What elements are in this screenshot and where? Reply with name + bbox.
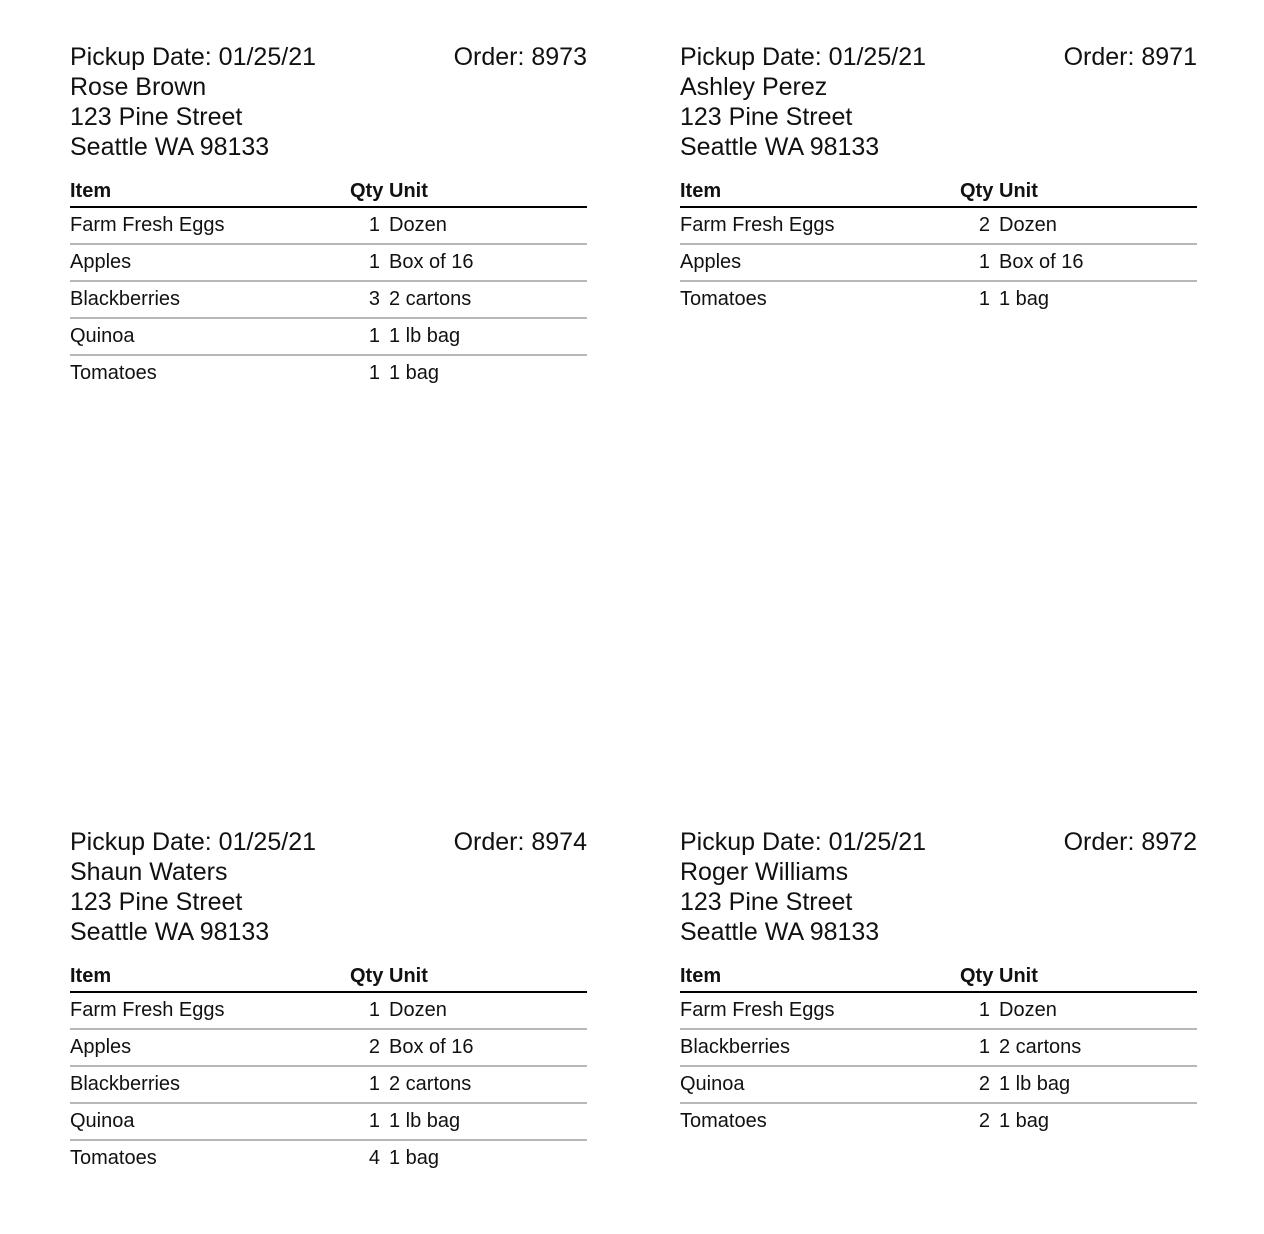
order-number: Order: 8972: [1063, 828, 1197, 856]
qty-cell: 1: [350, 992, 380, 1029]
items-table: [70, 176, 587, 391]
item-name-cell: Apples: [70, 1029, 350, 1066]
table-row: [70, 244, 587, 281]
spacer-cell: [380, 355, 389, 391]
spacer-cell: [380, 1103, 389, 1140]
city-state-zip: Seattle WA 98133: [680, 133, 880, 161]
spacer-cell: [380, 318, 389, 355]
table-row: [680, 244, 1197, 281]
table-row: [70, 318, 587, 355]
order-card-4: [680, 827, 1197, 1139]
unit-cell: 1 bag: [999, 1110, 1050, 1132]
spacer-cell: [380, 244, 389, 281]
table-row: [680, 1066, 1197, 1103]
item-name-cell: Blackberries: [680, 1029, 960, 1066]
customer-name: Ashley Perez: [680, 73, 828, 101]
column-header-item: Item: [680, 961, 960, 992]
column-header-qty: Qty: [350, 961, 380, 992]
item-name-cell: Quinoa: [680, 1066, 960, 1103]
order-header: [680, 827, 1197, 947]
order-header: [680, 42, 1197, 162]
unit-cell: Box of 16: [389, 244, 587, 281]
qty-cell: 2: [978, 1110, 990, 1132]
unit-cell: 1 bag: [389, 362, 440, 384]
qty-cell: 1: [350, 1066, 380, 1103]
unit-cell: 2 cartons: [999, 1029, 1197, 1066]
qty-cell: 1: [960, 244, 990, 281]
qty-cell: 1: [368, 362, 380, 384]
pickup-date: Pickup Date: 01/25/21: [70, 43, 316, 71]
column-header-unit: Unit: [389, 961, 587, 992]
street-address: 123 Pine Street: [680, 103, 853, 131]
item-name-cell: Quinoa: [70, 1103, 350, 1140]
qty-cell: 3: [350, 281, 380, 318]
item-name-cell: Farm Fresh Eggs: [70, 992, 350, 1029]
unit-cell: Box of 16: [389, 1029, 587, 1066]
city-state-zip: Seattle WA 98133: [680, 918, 880, 946]
city-state-zip: Seattle WA 98133: [70, 133, 270, 161]
items-table: [680, 961, 1197, 1139]
qty-cell: 2: [960, 207, 990, 244]
item-name-cell: Quinoa: [70, 318, 350, 355]
spacer-cell: [380, 1066, 389, 1103]
spacer-cell: [990, 1029, 999, 1066]
item-name-cell: Tomatoes: [680, 288, 767, 310]
table-row: [70, 207, 587, 244]
table-row: [70, 1140, 587, 1176]
qty-cell: 2: [960, 1066, 990, 1103]
item-name-cell: Blackberries: [70, 1066, 350, 1103]
spacer-cell: [990, 207, 999, 244]
table-row: [70, 355, 587, 391]
items-body: [680, 992, 1197, 1139]
table-header-row: [680, 961, 1197, 992]
spacer-cell: [990, 1066, 999, 1103]
unit-cell: Dozen: [389, 207, 587, 244]
spacer-cell: [380, 1140, 389, 1176]
unit-cell: 1 bag: [999, 288, 1050, 310]
qty-cell: 1: [350, 244, 380, 281]
qty-cell: 4: [368, 1147, 380, 1169]
unit-cell: Dozen: [999, 207, 1197, 244]
qty-cell: 1: [978, 288, 990, 310]
unit-cell: Box of 16: [999, 244, 1197, 281]
item-name-cell: Farm Fresh Eggs: [70, 207, 350, 244]
item-name-cell: Farm Fresh Eggs: [680, 207, 960, 244]
items-table: [70, 961, 587, 1176]
spacer-cell: [380, 992, 389, 1029]
table-row: [680, 1103, 1197, 1139]
items-body: [70, 992, 587, 1176]
column-header-item: Item: [70, 176, 350, 207]
pickup-date: Pickup Date: 01/25/21: [680, 43, 926, 71]
item-name-cell: Tomatoes: [70, 362, 157, 384]
order-header: [70, 42, 587, 162]
item-name-cell: Blackberries: [70, 281, 350, 318]
column-header-item: Item: [680, 176, 960, 207]
column-header-qty: Qty: [960, 176, 990, 207]
spacer-cell: [380, 1029, 389, 1066]
qty-cell: 1: [960, 1029, 990, 1066]
qty-cell: 1: [960, 992, 990, 1029]
pickup-date: Pickup Date: 01/25/21: [70, 828, 316, 856]
unit-cell: 2 cartons: [389, 1066, 587, 1103]
spacer-cell: [990, 244, 999, 281]
order-number: Order: 8973: [453, 43, 587, 71]
unit-cell: 1 bag: [389, 1147, 440, 1169]
column-header-unit: Unit: [999, 961, 1197, 992]
order-number: Order: 8971: [1063, 43, 1197, 71]
table-row: [70, 281, 587, 318]
table-row: [680, 207, 1197, 244]
unit-cell: 1 lb bag: [389, 1103, 587, 1140]
table-header-row: [70, 176, 587, 207]
table-row: [70, 992, 587, 1029]
table-header-row: [680, 176, 1197, 207]
item-name-cell: Tomatoes: [70, 1147, 157, 1169]
table-header-row: [70, 961, 587, 992]
order-header: [70, 827, 587, 947]
item-name-cell: Farm Fresh Eggs: [680, 992, 960, 1029]
item-name-cell: Tomatoes: [680, 1110, 767, 1132]
qty-cell: 1: [350, 1103, 380, 1140]
spacer-cell: [990, 281, 999, 317]
qty-cell: 2: [350, 1029, 380, 1066]
table-row: [680, 281, 1197, 317]
street-address: 123 Pine Street: [680, 888, 853, 916]
table-row: [680, 1029, 1197, 1066]
spacer-cell: [990, 992, 999, 1029]
column-header-unit: Unit: [389, 176, 587, 207]
unit-cell: 1 lb bag: [999, 1066, 1197, 1103]
column-header-qty: Qty: [960, 961, 990, 992]
items-body: [680, 207, 1197, 317]
city-state-zip: Seattle WA 98133: [70, 918, 270, 946]
table-row: [70, 1066, 587, 1103]
pickup-date: Pickup Date: 01/25/21: [680, 828, 926, 856]
column-header-item: Item: [70, 961, 350, 992]
column-header-unit: Unit: [999, 176, 1197, 207]
unit-cell: 1 lb bag: [389, 318, 587, 355]
spacer-cell: [990, 1103, 999, 1139]
customer-name: Roger Williams: [680, 858, 849, 886]
items-body: [70, 207, 587, 391]
street-address: 123 Pine Street: [70, 888, 243, 916]
qty-cell: 1: [350, 207, 380, 244]
table-row: [680, 992, 1197, 1029]
item-name-cell: Apples: [680, 244, 960, 281]
unit-cell: Dozen: [389, 992, 587, 1029]
table-row: [70, 1103, 587, 1140]
order-number: Order: 8974: [453, 828, 587, 856]
unit-cell: Dozen: [999, 992, 1197, 1029]
spacer-cell: [380, 281, 389, 318]
items-table: [680, 176, 1197, 317]
street-address: 123 Pine Street: [70, 103, 243, 131]
qty-cell: 1: [350, 318, 380, 355]
spacer-cell: [380, 207, 389, 244]
order-card-2: [680, 42, 1197, 317]
unit-cell: 2 cartons: [389, 281, 587, 318]
item-name-cell: Apples: [70, 244, 350, 281]
table-row: [70, 1029, 587, 1066]
customer-name: Rose Brown: [70, 73, 207, 101]
order-card-1: [70, 42, 587, 391]
column-header-qty: Qty: [350, 176, 380, 207]
customer-name: Shaun Waters: [70, 858, 228, 886]
order-card-3: [70, 827, 587, 1176]
